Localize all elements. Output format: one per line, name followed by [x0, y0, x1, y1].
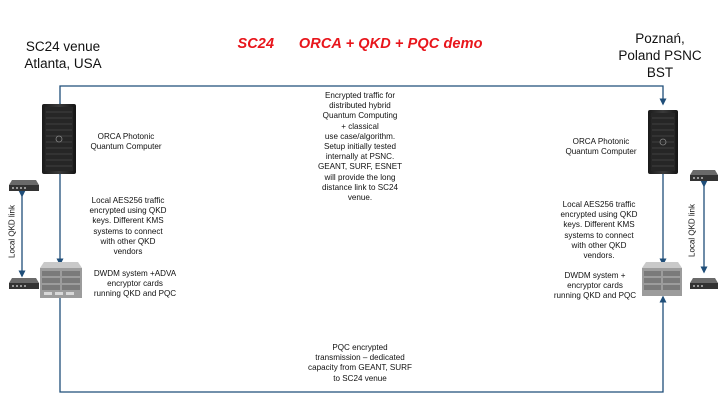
- center-top-description: [305, 91, 415, 203]
- label-line: Local AES256 traffic: [91, 196, 165, 205]
- left-site-line1: SC24 venue: [25, 39, 101, 54]
- left-dwdm-label: [80, 269, 190, 300]
- network-switch-icon: [9, 180, 39, 192]
- label-line: GEANT, SURF, ESNET: [317, 162, 403, 172]
- left-aes-label: [74, 196, 182, 257]
- right-site-line2: Poland PSNC: [618, 48, 702, 63]
- label-line: encrypted using QKD: [560, 210, 638, 220]
- label-line: Encrypted traffic for: [324, 91, 396, 100]
- network-switch-icon: [690, 278, 718, 290]
- right-qkd-link-label: Local QKD link: [687, 204, 697, 257]
- label-line: Quantum Computer: [565, 147, 637, 157]
- label-line: with other QKD: [100, 236, 156, 246]
- label-line: vendors.: [583, 251, 615, 261]
- label-line: running QKD and PQC: [93, 289, 177, 299]
- label-line: ORCA Photonic: [572, 137, 630, 146]
- label-line: venue.: [347, 193, 373, 203]
- label-line: encryptor cards: [107, 279, 163, 289]
- label-line: distributed hybrid: [329, 101, 391, 111]
- label-line: encrypted using QKD: [89, 206, 167, 216]
- server-tower-icon: [42, 104, 76, 174]
- right-computer-label: [551, 137, 651, 157]
- label-line: PQC encrypted: [332, 343, 388, 352]
- label-line: keys. Different KMS: [92, 216, 164, 226]
- left-dwdm-system: [40, 262, 82, 298]
- dwdm-chassis-icon: [40, 262, 82, 298]
- left-qkd-device-bottom: [9, 278, 39, 290]
- label-line: will provide the long: [324, 172, 396, 182]
- center-bottom-description: [300, 343, 420, 384]
- label-line: Setup initially tested: [324, 142, 396, 152]
- label-line: capacity from GEANT, SURF: [308, 363, 412, 373]
- label-line: keys. Different KMS: [563, 220, 635, 230]
- label-line: systems to connect: [564, 230, 634, 240]
- label-line: transmission – dedicated: [315, 353, 405, 363]
- left-computer-label: [76, 132, 176, 152]
- label-line: + classical: [341, 121, 379, 131]
- left-quantum-computer: [42, 104, 76, 174]
- label-line: DWDM system +: [564, 271, 626, 280]
- label-line: to SC24 venue: [333, 373, 387, 383]
- right-dwdm-label: [540, 271, 650, 302]
- label-line: systems to connect: [93, 226, 163, 236]
- server-tower-icon: [648, 110, 678, 174]
- label-line: running QKD and PQC: [553, 291, 637, 301]
- left-qkd-device-top: [9, 180, 39, 192]
- right-site-line3: BST: [646, 65, 674, 80]
- label-line: Quantum Computer: [90, 142, 162, 152]
- label-line: encryptor cards: [567, 281, 623, 291]
- label-line: DWDM system +ADVA: [93, 269, 177, 278]
- label-line: Local AES256 traffic: [562, 200, 636, 209]
- network-switch-icon: [690, 170, 718, 182]
- label-line: use case/algorithm.: [324, 131, 396, 141]
- right-qkd-device-bottom: [690, 278, 718, 290]
- right-site-line1: Poznań,: [635, 31, 685, 46]
- label-line: Quantum Computing: [322, 111, 398, 121]
- network-switch-icon: [9, 278, 39, 290]
- label-line: internally at PSNC.: [325, 152, 395, 162]
- label-line: ORCA Photonic: [97, 132, 155, 141]
- right-quantum-computer: [648, 110, 678, 174]
- diagram-title: SC24 ORCA + QKD + PQC demo: [237, 36, 483, 52]
- label-line: with other QKD: [571, 240, 627, 250]
- label-line: vendors: [113, 247, 143, 257]
- right-qkd-device-top: [690, 170, 718, 182]
- right-aes-label: [545, 200, 653, 261]
- left-site-line2: Atlanta, USA: [24, 56, 102, 71]
- left-qkd-link-label: Local QKD link: [7, 205, 17, 258]
- label-line: distance link to SC24: [321, 182, 399, 192]
